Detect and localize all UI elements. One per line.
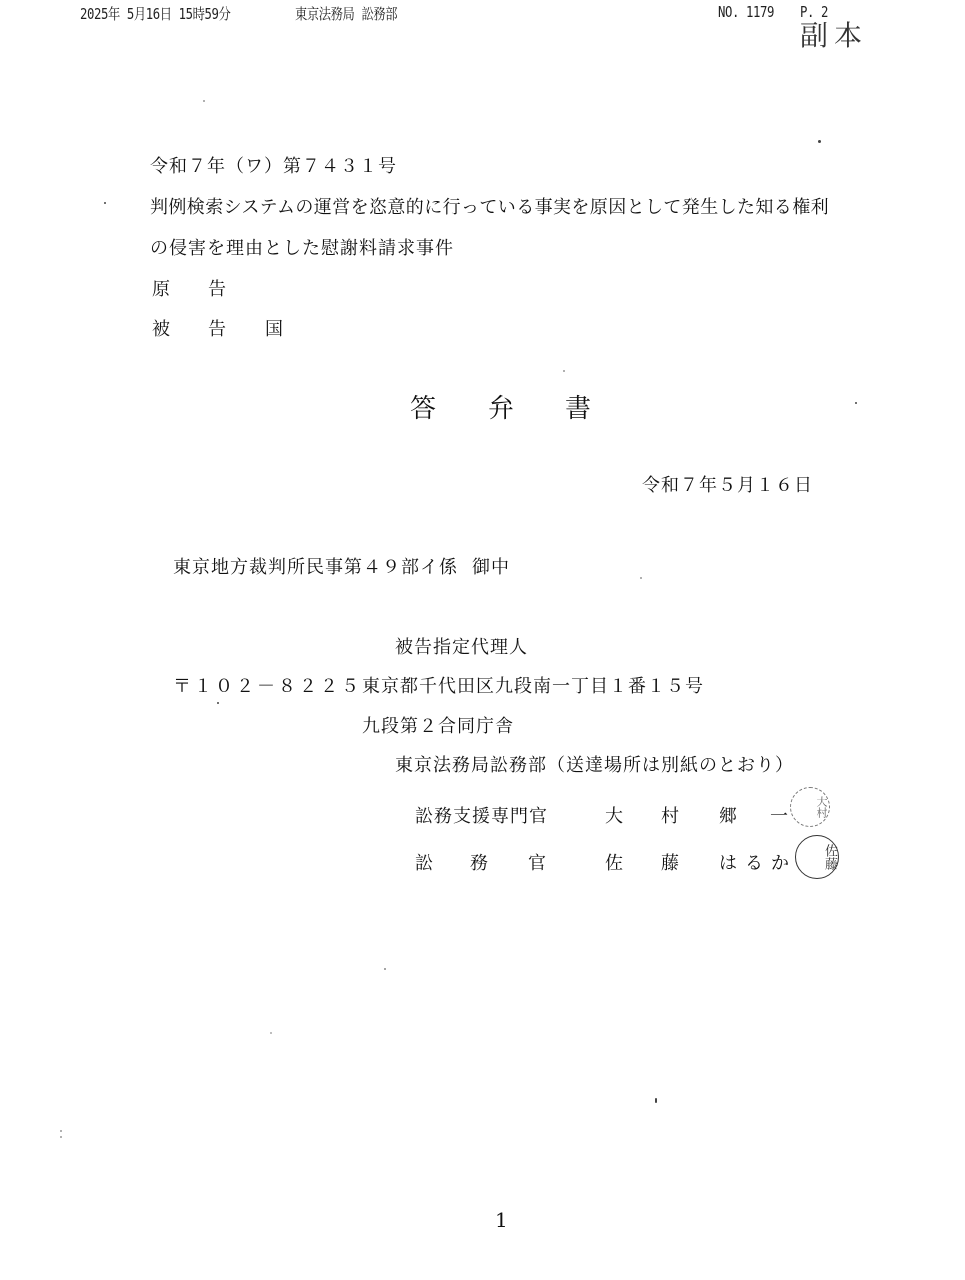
sender-role: 被告指定代理人 — [395, 637, 528, 658]
fax-number: NO. 1179 — [718, 3, 774, 21]
officer-2-name-2: 藤 — [661, 853, 680, 874]
case-number: 令和７年（ワ）第７４３１号 — [150, 156, 397, 177]
doc-title-char-3: 書 — [565, 394, 592, 424]
officer-1-title: 訟務支援専門官 — [415, 806, 548, 827]
officer-1-seal-text: 大村 — [815, 796, 828, 818]
case-title-line1: 判例検索システムの運営を恣意的に行っている事実を原因として発生した知る権利 — [150, 197, 829, 218]
address-line2: 九段第２合同庁舎 — [362, 716, 514, 737]
scan-speck — [655, 1098, 657, 1103]
defendant-label-3: 国 — [265, 319, 284, 340]
address-line1: 東京都千代田区九段南一丁目１番１５号 — [362, 676, 704, 697]
scan-speck — [270, 1032, 272, 1034]
officer-2-title-3: 官 — [528, 853, 547, 874]
doc-title-char-2: 弁 — [488, 394, 515, 424]
officer-2-title-2: 務 — [470, 853, 489, 874]
scan-speck — [104, 202, 106, 204]
defendant-label-2: 告 — [208, 319, 227, 340]
officer-1-name-1: 大 — [605, 806, 624, 827]
doc-title-char-1: 答 — [410, 394, 437, 424]
scan-speck — [217, 702, 219, 704]
officer-2-name-5: か — [771, 853, 790, 874]
fax-sender: 東京法務局 訟務部 — [295, 5, 398, 23]
officer-2-name-1: 佐 — [605, 853, 624, 874]
officer-2-name-4: る — [745, 853, 764, 874]
plaintiff-label-1: 原 — [152, 279, 171, 300]
scan-speck — [640, 577, 642, 579]
fax-timestamp: 2025年 5月16日 15時59分 — [80, 5, 231, 23]
officer-1-name-4: 一 — [770, 806, 789, 827]
fax-page: P. 2 — [800, 3, 828, 21]
page-number: 1 — [495, 1208, 508, 1232]
officer-1-name-3: 郷 — [719, 806, 738, 827]
officer-2-title-1: 訟 — [415, 853, 434, 874]
defendant-label-1: 被 — [152, 319, 171, 340]
document-date: 令和７年５月１６日 — [642, 475, 813, 496]
scan-speck — [384, 968, 386, 970]
handwritten-copy-mark: 副本 — [800, 19, 869, 52]
scan-speck — [818, 140, 821, 143]
addressee-honorific: 御中 — [472, 557, 510, 578]
sender-office: 東京法務局訟務部（送達場所は別紙のとおり） — [395, 755, 794, 776]
addressee-court: 東京地方裁判所民事第４９部イ係 — [173, 557, 458, 578]
officer-2-seal — [795, 835, 839, 879]
scan-speck — [203, 100, 205, 102]
officer-1-name-2: 村 — [661, 806, 680, 827]
plaintiff-label-2: 告 — [208, 279, 227, 300]
scan-speck — [855, 402, 857, 404]
scan-speck — [563, 370, 565, 372]
officer-2-seal-text: 佐藤 — [822, 844, 837, 870]
officer-1-seal — [790, 787, 830, 827]
case-title-line2: の侵害を理由とした慰謝料請求事件 — [150, 238, 454, 259]
officer-2-name-3: は — [719, 853, 738, 874]
scan-speck — [60, 1130, 62, 1132]
postal-code: 〒１０２－８２２５ — [173, 676, 362, 697]
scan-speck — [60, 1136, 62, 1138]
